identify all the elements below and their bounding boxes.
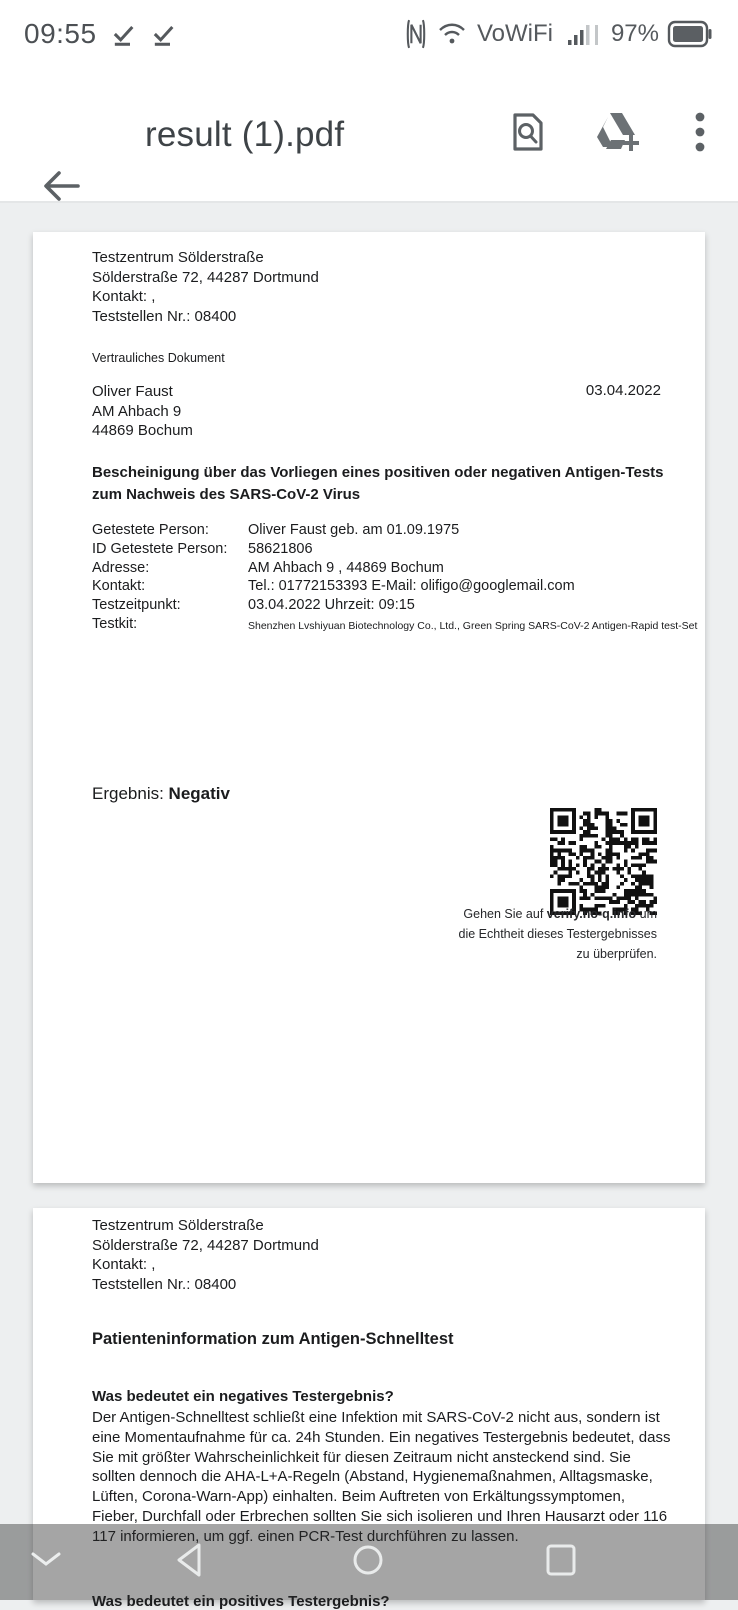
status-bar xyxy=(0,0,738,68)
add-to-drive-button[interactable] xyxy=(596,113,640,157)
table-row xyxy=(33,560,705,579)
find-in-document-button[interactable] xyxy=(506,113,550,157)
overflow-menu-icon xyxy=(695,111,705,158)
table-row xyxy=(33,541,705,560)
nav-home-icon xyxy=(352,1544,384,1581)
qr-verify-caption: Gehen Sie auf verify.no-q.info um die Echtheit dieses Testergebnisses zu überprüfen. xyxy=(458,907,657,961)
nav-home-button[interactable] xyxy=(330,1524,406,1600)
vowifi-label: VoWiFi xyxy=(476,20,553,47)
detail-value: Tel.: 01772153393 E-Mail: olifigo@googlemail.com xyxy=(248,578,575,595)
pdf-page-1 xyxy=(33,232,705,1183)
signal-icon xyxy=(568,20,602,48)
test-result: Ergebnis: Negativ xyxy=(92,784,230,803)
document-date: 03.04.2022 xyxy=(585,382,661,399)
document-title: result (1).pdf xyxy=(145,114,345,154)
test-center-address: Testzentrum Sölderstraße Sölderstraße 72, 44287 Dortmund Kontakt: , Teststellen Nr.: 08400 xyxy=(92,249,319,325)
qr-code xyxy=(550,808,657,915)
detail-label: Adresse: xyxy=(92,559,150,576)
battery-percent-label: 97% xyxy=(610,20,659,47)
detail-value: Oliver Faust geb. am 01.09.1975 xyxy=(248,522,460,538)
table-row xyxy=(33,578,705,597)
nav-back-icon xyxy=(174,1542,204,1583)
detail-label: Testzeitpunkt: xyxy=(92,597,181,614)
nav-back-button[interactable] xyxy=(151,1524,227,1600)
download-done-icon xyxy=(109,20,137,48)
hide-navigation-button[interactable] xyxy=(8,1524,84,1600)
clock: 09:55 xyxy=(24,18,97,49)
table-row xyxy=(33,616,705,635)
table-row xyxy=(33,522,705,541)
table-row xyxy=(33,597,705,616)
app-bar xyxy=(0,68,738,203)
test-details-table xyxy=(33,522,705,635)
detail-label: ID Getestete Person: xyxy=(92,540,228,557)
next-subheading-partial: Was bedeutet ein positives Testergebnis? xyxy=(92,1593,390,1610)
nfc-icon xyxy=(405,19,427,49)
battery-icon xyxy=(668,21,712,47)
navigation-bar-overlay xyxy=(0,1524,738,1600)
pdf-viewport[interactable] xyxy=(0,203,738,1610)
detail-value: Shenzhen Lvshiyuan Biotechnology Co., Ltd., Green Spring SARS-CoV-2 Antigen-Rapid test-Set xyxy=(248,619,698,632)
drive-add-icon xyxy=(595,111,641,158)
result-value: Negativ xyxy=(168,784,230,803)
confidential-label: Vertrauliches Dokument xyxy=(92,351,225,365)
detail-label: Testkit: xyxy=(92,615,138,632)
detail-label: Getestete Person: xyxy=(92,522,209,538)
nav-recents-button[interactable] xyxy=(523,1524,599,1600)
patient-info-heading: Patienteninformation zum Antigen-Schnelltest xyxy=(92,1330,454,1348)
download-done-icon xyxy=(149,20,177,48)
wifi-icon xyxy=(436,21,468,47)
detail-value: 03.04.2022 Uhrzeit: 09:15 xyxy=(248,597,415,614)
detail-value: AM Ahbach 9 , 44869 Bochum xyxy=(248,559,444,576)
overflow-menu-button[interactable] xyxy=(686,113,714,157)
certificate-heading: Bescheinigung über das Vorliegen eines positiven oder negativen Antigen-Tests zum Nachweis des SARS-CoV-2 Virus xyxy=(92,464,664,503)
nav-recents-icon xyxy=(545,1543,577,1582)
recipient-address: Oliver Faust AM Ahbach 9 44869 Bochum xyxy=(92,383,193,439)
negative-result-paragraph: Der Antigen-Schnelltest schließt eine Infektion mit SARS-CoV-2 nicht aus, sondern ist eine Momentaufnahme für ca. 24h Stunden. Ein negatives Testergebnis bedeutet, dass Sie mit größter Wahrscheinlichkeit für diesen Zeitraum nicht ansteckend sind. Sie sollten dennoch die AHA-L+A-Regeln (Abstand, Hygienemaßnahmen, Alltagsmaske, Lüften, Corona-Warn-App) einhalten. Beim Auftreten von Erkältungssymptomen, Fieber, Durchfall oder Erbrechen sollten Sie sich isolieren und Ihren Hausarzt oder 116 117 informieren, um ggf. einen PCR-Test durchführen zu lassen. xyxy=(92,1409,671,1545)
detail-value: 58621806 xyxy=(248,540,313,557)
test-center-address: Testzentrum Sölderstraße Sölderstraße 72, 44287 Dortmund Kontakt: , Teststellen Nr.: 08400 xyxy=(92,1217,319,1293)
detail-label: Kontakt: xyxy=(92,578,146,595)
find-in-document-icon xyxy=(507,111,549,158)
verify-url: verify.no-q.info xyxy=(546,907,637,921)
chevron-down-icon xyxy=(29,1550,63,1575)
negative-result-subheading: Was bedeutet ein negatives Testergebnis? xyxy=(92,1388,394,1405)
